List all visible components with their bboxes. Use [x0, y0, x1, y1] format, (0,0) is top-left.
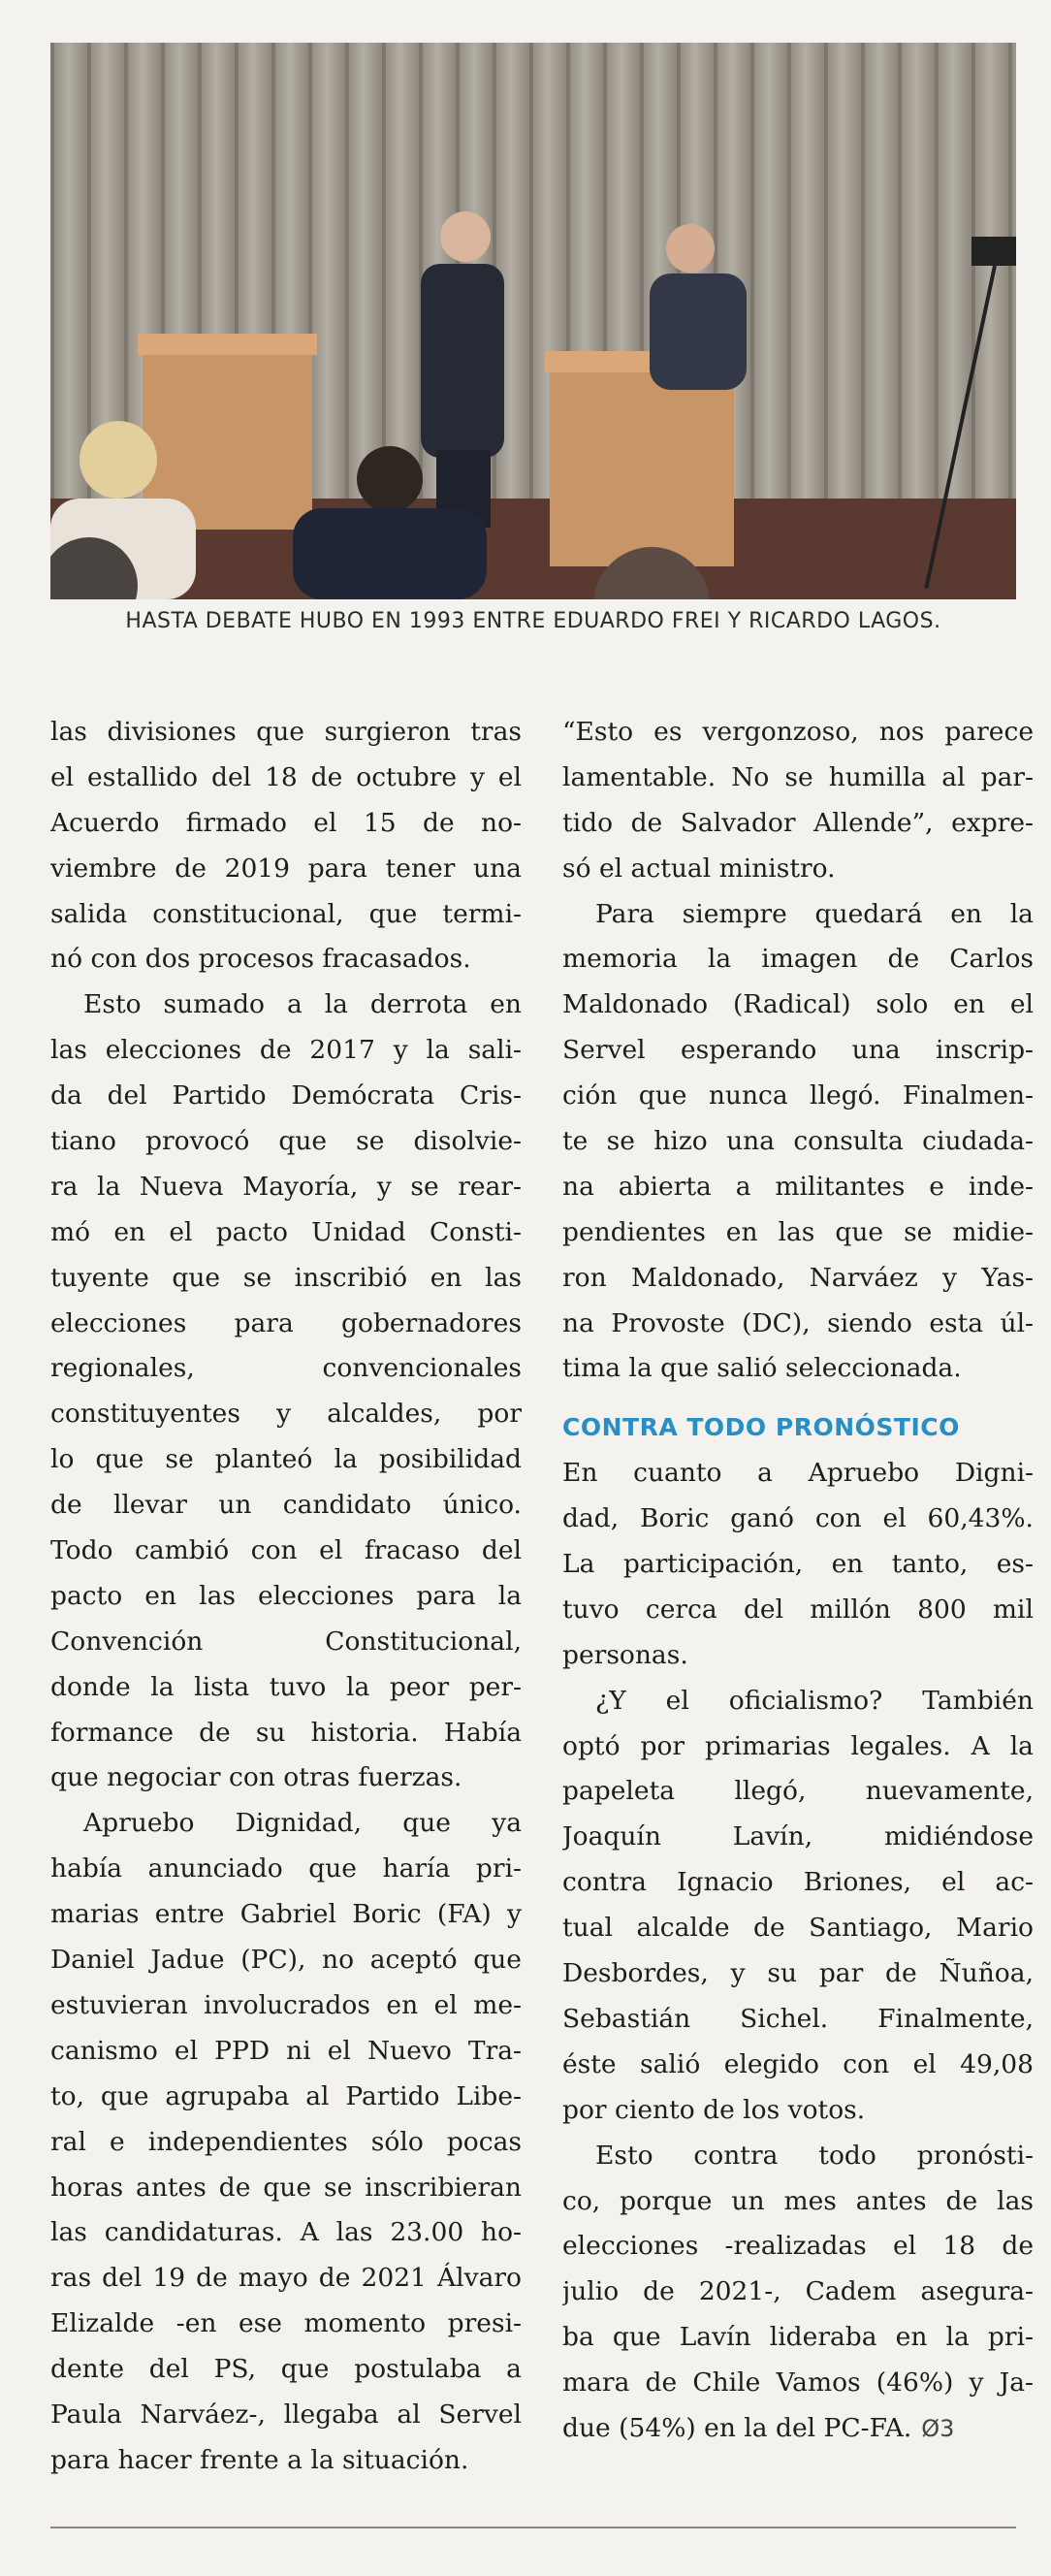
text-line: [562, 756, 1034, 801]
line-text: lo que se planteó la posibilidad: [50, 1444, 522, 1475]
line-text: ras del 19 de mayo de 2021 Álvaro: [50, 2263, 522, 2294]
text-line: [50, 756, 522, 801]
line-text: éste salió elegido con el 49,08: [562, 2048, 1034, 2079]
text-line: [562, 1119, 1034, 1165]
text-line: [50, 1210, 522, 1256]
line-text: elecciones para gobernadores: [50, 1307, 522, 1338]
text-line: [50, 2438, 522, 2484]
text-line: [562, 1542, 1034, 1588]
line-text: canismo el PPD ni el Nuevo Tra-: [50, 2035, 522, 2066]
text-line: [562, 2043, 1034, 2088]
text-line: [562, 1906, 1034, 1951]
subheading: CONTRA TODO PRONÓSTICO: [562, 1413, 960, 1442]
article-left-column: [50, 710, 522, 2484]
line-text: Paula Narváez-, llegaba al Servel: [50, 2399, 522, 2430]
line-text: las divisiones que surgieron tras: [50, 717, 522, 747]
text-line: [562, 2361, 1034, 2406]
text-line: [50, 2347, 522, 2393]
text-line: [562, 1210, 1034, 1256]
line-text: ción que nunca llegó. Finalmen-: [562, 1080, 1034, 1111]
text-line: [50, 2120, 522, 2166]
line-text: lamentable. No se humilla al par-: [562, 761, 1034, 792]
line-text: mara de Chile Vamos (46%) y Ja-: [562, 2367, 1034, 2399]
text-line: [50, 1119, 522, 1165]
line-text: tido de Salvador Allende”, expre-: [562, 807, 1034, 838]
line-text: ra la Nueva Mayoría, y se rear-: [50, 1171, 522, 1202]
text-line: [50, 1938, 522, 1983]
text-line: [50, 1801, 522, 1847]
text-line: [562, 801, 1034, 847]
line-text: Daniel Jadue (PC), no aceptó que: [50, 1945, 522, 1976]
text-line: [50, 847, 522, 892]
line-text: para hacer frente a la situación.: [50, 2444, 469, 2475]
text-line: [50, 1847, 522, 1892]
text-line: [50, 1392, 522, 1437]
line-text: que negociar con otras fuerzas.: [50, 1762, 462, 1793]
line-text: las elecciones de 2017 y la sali-: [50, 1035, 522, 1066]
text-line: [562, 1256, 1034, 1302]
line-text: tima la que salió seleccionada.: [562, 1353, 962, 1384]
line-text: constituyentes y alcaldes, por: [50, 1399, 522, 1430]
text-line: [50, 937, 522, 982]
text-line: [562, 1165, 1034, 1210]
article-right-column: [562, 710, 1034, 2452]
text-line: [562, 2224, 1034, 2270]
line-text: por ciento de los votos.: [562, 2094, 866, 2125]
text-line: [50, 710, 522, 756]
line-text: En cuanto a Apruebo Digni-: [562, 1458, 1034, 1489]
line-text: “Esto es vergonzoso, nos parece: [562, 717, 1034, 747]
text-line: [50, 1983, 522, 2029]
line-text: mó en el pacto Unidad Consti-: [50, 1216, 522, 1247]
line-text: contra Ignacio Briones, el ac-: [562, 1867, 1034, 1898]
text-line: [50, 982, 522, 1028]
line-text: Desbordes, y su par de Ñuñoa,: [562, 1958, 1034, 1989]
line-text: Convención Constitucional,: [50, 1626, 522, 1657]
line-text: na abierta a militantes e inde-: [562, 1171, 1034, 1202]
text-line: [50, 801, 522, 847]
line-text: las candidaturas. A las 23.00 ho-: [50, 2217, 522, 2248]
line-text: Todo cambió con el fracaso del: [50, 1535, 522, 1566]
text-line: [50, 1074, 522, 1119]
text-line: [50, 1302, 522, 1347]
line-text: julio de 2021-, Cadem asegura-: [562, 2276, 1034, 2307]
line-text: ral e independientes sólo pocas: [50, 2126, 522, 2157]
text-line: [562, 1346, 1034, 1392]
text-line: [562, 1497, 1034, 1542]
text-line: [562, 1724, 1034, 1770]
text-line: [562, 1074, 1034, 1119]
text-line: [562, 2179, 1034, 2225]
text-line: [50, 892, 522, 938]
line-text: to, que agrupaba al Partido Libe-: [50, 2080, 522, 2111]
debate-photo: [50, 43, 1016, 599]
line-text: formance de su historia. Había: [50, 1717, 522, 1748]
line-text: Sebastián Sichel. Finalmente,: [562, 2003, 1034, 2034]
text-line: [562, 1633, 1034, 1679]
photo-caption: HASTA DEBATE HUBO EN 1993 ENTRE EDUARDO FREI Y RICARDO LAGOS.: [125, 609, 941, 633]
line-text: Joaquín Lavín, midiéndose: [562, 1821, 1034, 1852]
text-line: [562, 1769, 1034, 1815]
right-column-bottom: [562, 1451, 1034, 2452]
line-text: horas antes de que se inscribieran: [50, 2172, 522, 2203]
text-line: [50, 2075, 522, 2120]
text-line: [50, 1620, 522, 1665]
line-text: había anunciado que haría pri-: [50, 1853, 522, 1884]
text-line: [562, 892, 1034, 938]
text-line: [50, 1028, 522, 1074]
line-text: na Provoste (DC), siendo esta úl-: [562, 1307, 1034, 1338]
text-line: [50, 2210, 522, 2256]
text-line: [562, 982, 1034, 1028]
text-line: [562, 2134, 1034, 2179]
line-text: só el actual ministro.: [562, 853, 836, 884]
text-line: [562, 1302, 1034, 1347]
end-mark-icon: Ø3: [921, 2414, 955, 2442]
line-text: papeleta llegó, nuevamente,: [562, 1776, 1034, 1807]
text-line: [50, 1574, 522, 1620]
text-line: [562, 1679, 1034, 1724]
line-text: Esto contra todo pronósti-: [595, 2140, 1034, 2171]
text-line: [50, 1892, 522, 1938]
text-line: [50, 1165, 522, 1210]
line-text: dente del PS, que postulaba a: [50, 2354, 522, 2385]
text-line: [562, 1951, 1034, 1997]
text-line: [50, 1711, 522, 1756]
line-text: da del Partido Demócrata Cris-: [50, 1080, 522, 1111]
text-line: [562, 1997, 1034, 2043]
line-text: Acuerdo firmado el 15 de no-: [50, 807, 522, 838]
line-text: co, porque un mes antes de las: [562, 2185, 1034, 2216]
line-text: ron Maldonado, Narváez y Yas-: [562, 1262, 1034, 1293]
line-text: donde la lista tuvo la peor per-: [50, 1671, 522, 1702]
line-text: marias entre Gabriel Boric (FA) y: [50, 1899, 522, 1930]
line-text: dad, Boric ganó con el 60,43%.: [562, 1503, 1034, 1534]
text-line: [562, 1028, 1034, 1074]
text-line: [50, 2302, 522, 2347]
line-text: ¿Y el oficialismo? También: [595, 1685, 1034, 1716]
line-text: regionales, convencionales: [50, 1353, 522, 1384]
text-line: [562, 1815, 1034, 1860]
text-line: [562, 710, 1034, 756]
text-line: [562, 847, 1034, 892]
text-line: [50, 1755, 522, 1801]
text-line: [50, 2393, 522, 2438]
text-line: [562, 2088, 1034, 2134]
line-text: tuvo cerca del millón 800 mil: [562, 1594, 1034, 1625]
line-text: estuvieran involucrados en el me-: [50, 1989, 522, 2020]
line-text: tual alcalde de Santiago, Mario: [562, 1913, 1034, 1944]
text-line: [50, 2166, 522, 2211]
text-line: [562, 2406, 1034, 2452]
line-text: de llevar un candidato único.: [50, 1490, 522, 1521]
line-text: Para siempre quedará en la: [595, 898, 1034, 929]
line-text: personas.: [562, 1639, 688, 1670]
line-text: memoria la imagen de Carlos: [562, 944, 1034, 975]
text-line: [50, 2029, 522, 2075]
line-text: Esto sumado a la derrota en: [83, 989, 522, 1020]
text-line: [50, 1529, 522, 1574]
text-line: [562, 2270, 1034, 2315]
line-text: tiano provocó que se disolvie-: [50, 1126, 522, 1157]
line-text: pendientes en las que se midie-: [562, 1216, 1034, 1247]
line-text: Apruebo Dignidad, que ya: [83, 1808, 522, 1839]
line-text: La participación, en tanto, es-: [562, 1549, 1034, 1580]
line-text: nó con dos procesos fracasados.: [50, 944, 471, 975]
right-column-top: [562, 710, 1034, 1392]
line-text: due (54%) en la del PC-FA.: [562, 2412, 912, 2443]
text-line: [50, 2256, 522, 2302]
debate-photo-illustration: [50, 43, 1016, 599]
line-text: optó por primarias legales. A la: [562, 1730, 1034, 1761]
text-line: [50, 1665, 522, 1711]
text-line: [562, 937, 1034, 982]
text-line: [50, 1483, 522, 1529]
text-line: [562, 1588, 1034, 1633]
bottom-rule: [50, 2527, 1016, 2528]
line-text: Maldonado (Radical) solo en el: [562, 989, 1034, 1020]
line-text: elecciones -realizadas el 18 de: [562, 2231, 1034, 2262]
line-text: Elizalde -en ese momento presi-: [50, 2308, 522, 2339]
line-text: tuyente que se inscribió en las: [50, 1262, 522, 1293]
text-line: [50, 1437, 522, 1483]
line-text: el estallido del 18 de octubre y el: [50, 761, 522, 792]
line-text: ba que Lavín lideraba en la pri-: [562, 2322, 1034, 2353]
text-line: [562, 2315, 1034, 2361]
text-line: [50, 1346, 522, 1392]
line-text: salida constitucional, que termi-: [50, 898, 522, 929]
text-line: [562, 1451, 1034, 1497]
line-text: Servel esperando una inscrip-: [562, 1035, 1034, 1066]
text-line: [50, 1256, 522, 1302]
line-text: pacto en las elecciones para la: [50, 1580, 522, 1611]
text-line: [562, 1860, 1034, 1906]
line-text: viembre de 2019 para tener una: [50, 853, 522, 884]
line-text: te se hizo una consulta ciudada-: [562, 1126, 1034, 1157]
